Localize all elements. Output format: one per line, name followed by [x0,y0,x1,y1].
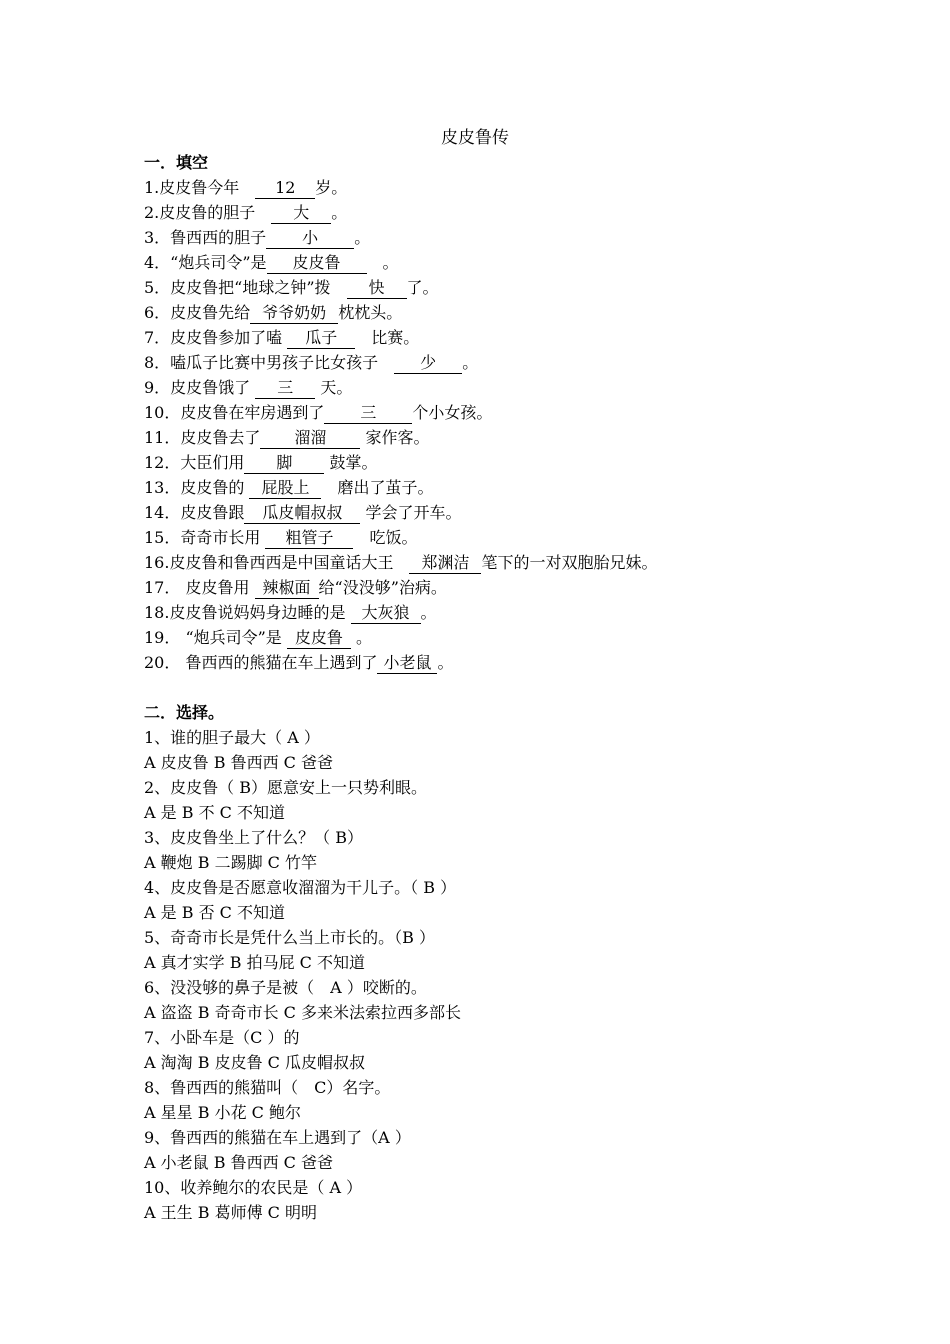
question-suffix: 。 [331,203,348,222]
fill-in-item [144,650,944,675]
question-text: 15．奇奇市长用 [144,528,266,547]
document-content [144,150,944,1225]
question-suffix: 家作客。 [360,428,430,447]
question-text: 10．皮皮鲁在牢房遇到了 [144,403,325,422]
choice-options: A 皮皮鲁 B 鲁西西 C 爸爸 [144,753,333,772]
answer-blank: 皮皮鲁 [267,253,367,274]
answer-blank: 瓜皮帽叔叔 [244,503,360,524]
fill-in-item [144,600,944,625]
question-text: 12．大臣们用 [144,453,245,472]
question-suffix: 岁。 [315,178,348,197]
fill-in-item [144,300,944,325]
answer-blank: 三 [255,378,315,399]
question-text: 4．“炮兵司令”是 [144,253,267,272]
choice-options: A 小老鼠 B 鲁西西 C 爸爸 [144,1153,333,1172]
question-text: 20． 鲁西西的熊猫在车上遇到了 [144,653,378,672]
choice-question: 4、皮皮鲁是否愿意收溜溜为干儿子。（ B ） [144,878,457,897]
choice-options: A 盗盗 B 奇奇市长 C 多来米法索拉西多部长 [144,1003,461,1022]
choice-question: 6、没没够的鼻子是被（ A ）咬断的。 [144,978,427,997]
choice-question: 9、鲁西西的熊猫在车上遇到了（A ） [144,1128,411,1147]
fill-in-item [144,525,944,550]
question-text: 5．皮皮鲁把“地球之钟”拨 [144,278,347,297]
choice-question: 3、皮皮鲁坐上了什么？（ B） [144,828,364,847]
choice-question: 10、收养鲍尔的农民是（ A ） [144,1178,363,1197]
answer-blank: 少 [394,353,462,374]
answer-blank: 大 [271,203,331,224]
question-suffix: 鼓掌。 [324,453,378,472]
fill-in-list [144,175,944,675]
question-suffix: 枕枕头。 [338,303,403,322]
choice-options: A 淘淘 B 皮皮鲁 C 瓜皮帽叔叔 [144,1053,365,1072]
fill-in-item [144,450,944,475]
fill-in-item [144,375,944,400]
answer-blank: 屁股上 [249,478,321,499]
question-text: 6．皮皮鲁先给 [144,303,251,322]
question-text: 19． “炮兵司令”是 [144,628,287,647]
fill-in-item [144,275,944,300]
fill-in-item [144,200,944,225]
question-text: 9．皮皮鲁饿了 [144,378,256,397]
choice-options: A 王生 B 葛师傅 C 明明 [144,1203,317,1222]
answer-blank: 粗管子 [265,528,353,549]
question-text: 3．鲁西西的胆子 [144,228,267,247]
fill-in-item [144,625,944,650]
question-suffix: 吃饭。 [353,528,418,547]
choice-options: A 是 B 不 C 不知道 [144,803,285,822]
question-text: 17． 皮皮鲁用 [144,578,255,597]
question-text: 8．嗑瓜子比赛中男孩子比女孩子 [144,353,395,372]
answer-blank: 辣椒面 [255,578,319,599]
section-gap [144,675,944,700]
question-suffix: 。 [354,228,371,247]
question-suffix: 。 [366,253,399,272]
question-suffix: 。 [462,353,479,372]
choice-options: A 真才实学 B 拍马屁 C 不知道 [144,953,365,972]
choice-question: 8、鲁西西的熊猫叫（ C）名字。 [144,1078,391,1097]
question-suffix: 。 [420,603,437,622]
question-suffix: 磨出了茧子。 [321,478,434,497]
question-suffix: 。 [437,653,454,672]
question-text: 14．皮皮鲁跟 [144,503,245,522]
question-text: 11．皮皮鲁去了 [144,428,261,447]
document-title: 皮皮鲁传 [441,128,509,148]
fill-in-item [144,225,944,250]
fill-in-item [144,400,944,425]
choice-options: A 星星 B 小花 C 鲍尔 [144,1103,301,1122]
question-text: 16.皮皮鲁和鲁西西是中国童话大王 [144,553,410,572]
fill-in-item [144,325,944,350]
choice-options: A 是 B 否 C 不知道 [144,903,285,922]
choice-list [144,725,944,1225]
answer-blank: 三 [324,403,412,424]
question-text: 1.皮皮鲁今年 [144,178,256,197]
answer-blank: 脚 [244,453,324,474]
section1-heading: 一．填空 [144,153,209,172]
fill-in-item [144,475,944,500]
answer-blank: 快 [347,278,407,299]
fill-in-item [144,250,944,275]
question-text: 13．皮皮鲁的 [144,478,250,497]
question-suffix: 比赛。 [355,328,420,347]
question-text: 7．皮皮鲁参加了嗑 [144,328,288,347]
fill-in-item [144,575,944,600]
question-text: 2.皮皮鲁的胆子 [144,203,272,222]
answer-blank: 溜溜 [260,428,360,449]
choice-question: 7、小卧车是（C ）的 [144,1028,300,1047]
choice-question: 1、谁的胆子最大（ A ） [144,728,320,747]
answer-blank: 大灰狼 [351,603,421,624]
question-suffix: 天。 [315,378,353,397]
choice-question: 5、奇奇市长是凭什么当上市长的。（B ） [144,928,436,947]
question-suffix: 笔下的一对双胞胎兄妹。 [481,553,658,572]
fill-in-item [144,500,944,525]
question-suffix: 给“没没够”治病。 [318,578,447,597]
answer-blank: 爷爷奶奶 [250,303,338,324]
fill-in-item [144,425,944,450]
section2-heading: 二．选择。 [144,703,225,722]
choice-question: 2、皮皮鲁（ B）愿意安上一只势利眼。 [144,778,428,797]
answer-blank: 小 [266,228,354,249]
choice-options: A 鞭炮 B 二踢脚 C 竹竿 [144,853,317,872]
question-suffix: 学会了开车。 [360,503,462,522]
answer-blank: 12 [255,178,315,199]
question-text: 18.皮皮鲁说妈妈身边睡的是 [144,603,351,622]
answer-blank: 皮皮鲁 [287,628,351,649]
answer-blank: 小老鼠 [377,653,437,674]
question-suffix: 个小女孩。 [412,403,493,422]
answer-blank: 瓜子 [287,328,355,349]
question-suffix: 。 [350,628,372,647]
fill-in-item [144,350,944,375]
fill-in-item [144,175,944,200]
question-suffix: 了。 [406,278,439,297]
answer-blank: 郑渊洁 [409,553,481,574]
fill-in-item [144,550,944,575]
